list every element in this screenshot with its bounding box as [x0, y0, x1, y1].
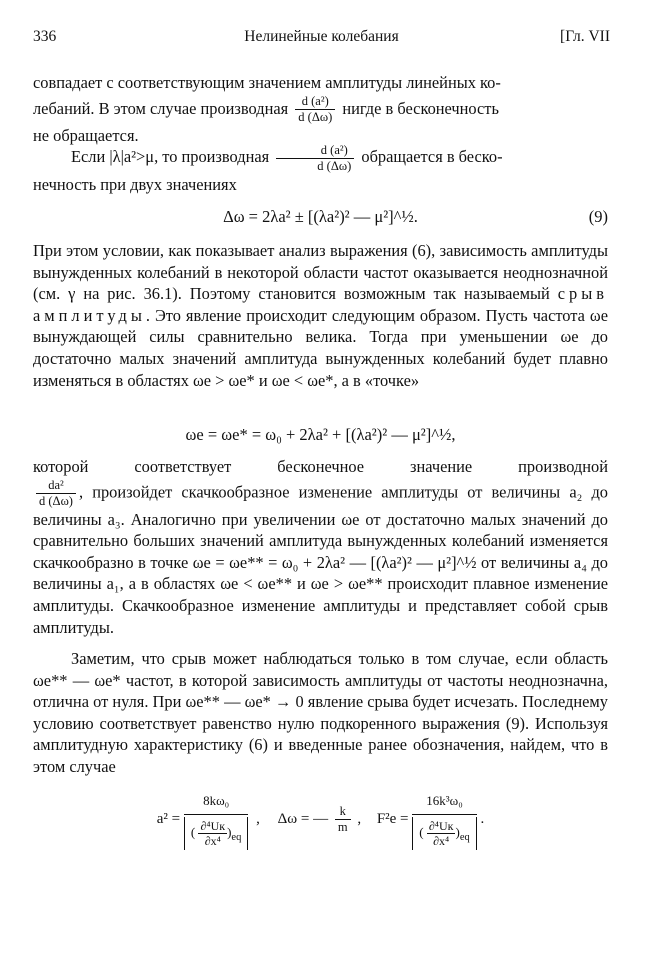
a2-fraction: 8kω₀ ( $\frac{\text{∂⁴Uк}}{\text{∂x⁴}}$ )$_{eq}$: [184, 790, 248, 850]
paragraph-2-line-2: нечность при двух значениях: [33, 174, 237, 194]
equation-9-formula: Δω = 2λa² ± [(λa²)² — μ²]^½.: [223, 207, 418, 226]
derivative-fraction: $\frac{\text{d (a²)}}{d (\Delta\omega)}$: [276, 143, 354, 174]
paragraph-2-line-1: Если |λ|a²>μ, то производная $\frac{\text{d (a²)}}{d (\Delta\omega)}$ обращается в беско-: [71, 142, 503, 173]
paragraph-1-line-3: не обращается.: [33, 126, 139, 146]
f-fraction: 16k³ω₀ ( $\frac{\text{∂⁴Uк}}{\text{∂x⁴}}$ )$_{eq}$: [412, 790, 476, 850]
paragraph-3: При этом условии, как показывает анализ выражения (6), зависимость амплитуды вынужденных колебаний в некоторой области частот оказывается неоднозначной (см. γ на рис. 36.1). Поэтому становится возможным так называемый срыв амплитуды. Это явление происходит следующим образом. Пусть частота ωe вынуждающей силы сравнительно велика. Тогда при уменьшении ωe до достаточно малых значений амплитуда вынужденных колебаний будет плавно изменяться в областях ωe > ωe* и ωe < ωe*, а в «точке»: [33, 241, 608, 390]
paragraph-1-line-2: лебаний. В этом случае производная $\frac{\text{d (a²)}}{d (\Delta\omega)}$ нигде в бесконечность: [33, 94, 499, 125]
paragraph-4: которой соответствует бесконечное значение производной $\frac{\text{da²}}{d (\Delta\omega)}$ , произойдет скачкообразное изменение амплитуды от величины a₂ до величины a₃. Аналогично при увеличении ωe от достаточно малых значений до сравнительно больших значений амплитуда вынужденных колебаний изменяется скачкообразно в точке ωe = ωe** = ω₀ + 2λa² — [(λa²)² — μ²]^½ от величины a₄ до величины a₁, а в областях ωe < ωe** и ωe > ωe** происходит плавное изменение амплитуды. Скачкообразное изменение амплитуды и представляет собой срыв амплитуды.: [33, 457, 608, 637]
paragraph-1: [33, 72, 608, 147]
equation-point: ωe = ωe* = ω₀ + 2λa² + [(λa²)² — μ²]^½,: [185, 425, 456, 444]
equation-9: [33, 206, 608, 228]
dw-lhs: Δω = —: [277, 811, 329, 828]
paragraph-5: Заметим, что срыв может наблюдаться только в том случае, если область ωe** — ωe* частот, в которой зависимость амплитуды от частоты неоднозначна, отлична от нуля. При ωe** — ωe* → 0 явление срыва будет исчезать. Последнему условию соответствует равенство нулю подкоренного выражения (9). Используя амплитудную характеристику (6) и введенные ранее обозначения, найдем, что в этом случае: [33, 649, 608, 776]
derivative-fraction: $\frac{\text{da²}}{d (\Delta\omega)}$: [36, 478, 76, 509]
equation-9-number: (9): [588, 207, 608, 226]
page-header: [33, 28, 610, 50]
spaced-term: срыв амплитуды: [33, 284, 608, 325]
final-equation: a² = 8kω₀ ( $\frac{\text{∂⁴Uк}}{\text{∂x⁴}}$ )$_{eq}$ , Δω = — $\frac{k}{m}$ , F²e = 16k³ω₀ ( $\frac{\text{∂⁴Uк}}{\text{∂x⁴}}$ )$_{eq}$ .: [33, 790, 608, 850]
derivative-fraction: $\frac{\text{d (a²)}}{d (\Delta\omega)}$: [295, 94, 335, 125]
paragraph-1-line-1: совпадает с соответствующим значением амплитуды линейных ко-: [33, 73, 501, 92]
running-title: Нелинейные колебания: [244, 28, 399, 45]
dw-fraction: $\frac{k}{m}$: [335, 804, 351, 835]
a2-lhs: a² =: [156, 811, 181, 828]
f-lhs: F²e =: [376, 811, 409, 828]
paragraph-2: [33, 142, 608, 195]
page-number: 336: [33, 28, 57, 45]
chapter-label: [Гл. VII: [560, 28, 610, 45]
paragraph-4-line-1: которой соответствует бесконечное значение производной: [33, 457, 608, 476]
